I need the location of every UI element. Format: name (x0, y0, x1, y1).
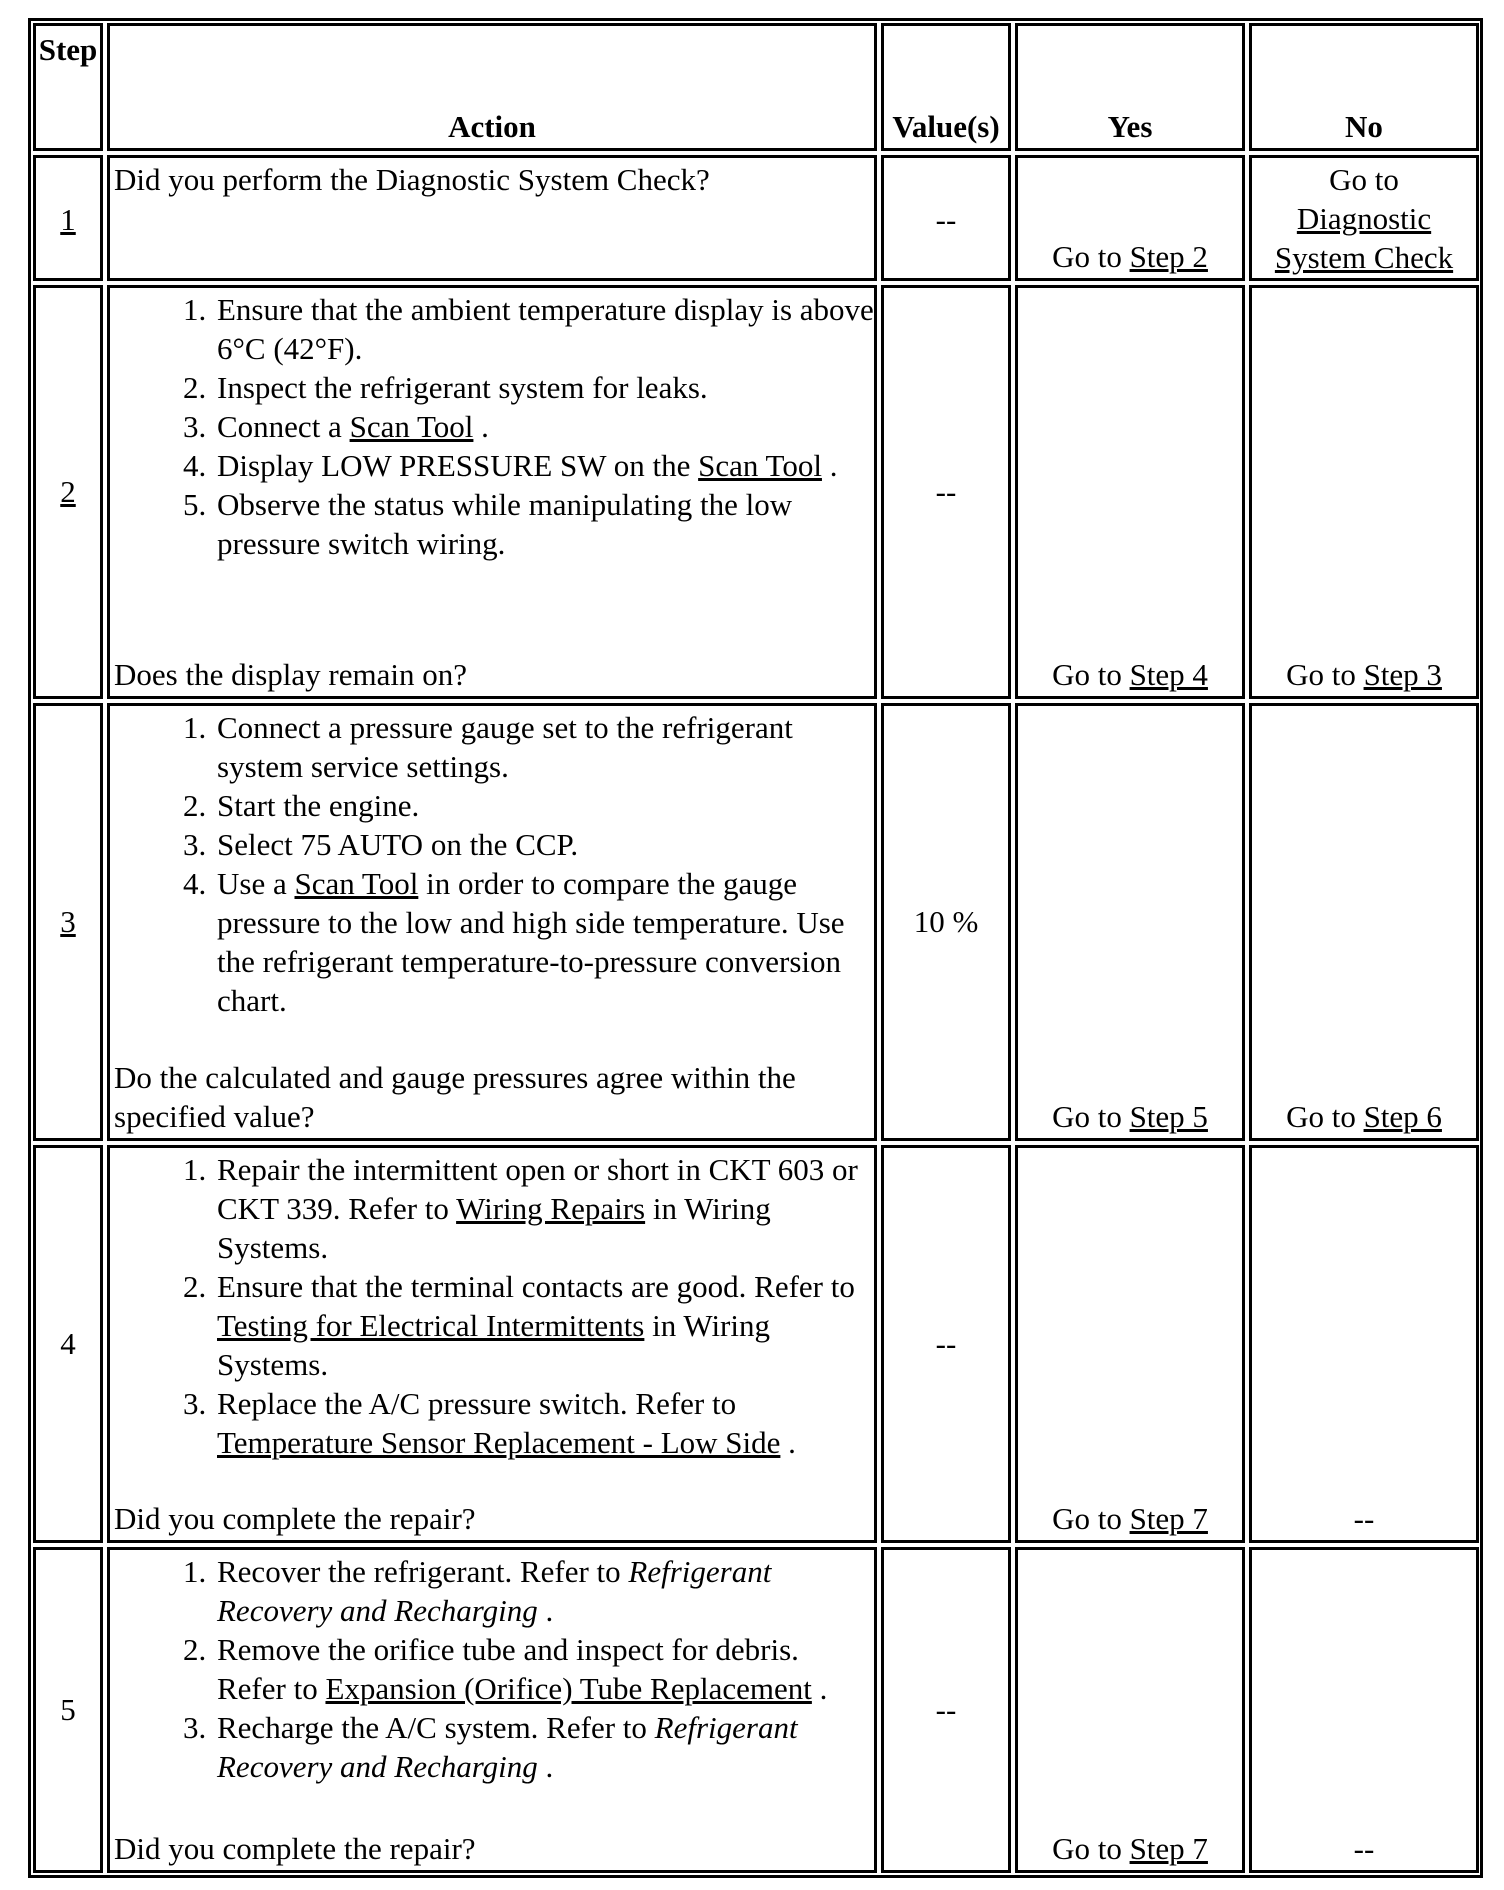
step-4-value-text: -- (935, 1326, 957, 1361)
goto-step-7-link[interactable]: Step 7 (1129, 1831, 1208, 1866)
step-2-no-goto: Go to Step 3 (1286, 657, 1442, 692)
expansion-tube-replacement-link[interactable]: Expansion (Orifice) Tube Replacement (325, 1671, 812, 1706)
diagnostic-table (28, 18, 1483, 1878)
step-2-cell (33, 285, 103, 699)
list-item: 1. Repair the intermittent open or short in CKT 603 or CKT 339. Refer to Wiring Repairs in Wiring Systems. (214, 1150, 874, 1267)
step-5-value (881, 1547, 1011, 1873)
step-3-no (1249, 703, 1479, 1141)
step-1-action (107, 155, 877, 281)
header-action-label: Action (448, 109, 536, 144)
list-item: 3. Connect a Scan Tool . (214, 407, 874, 446)
step-3-list (114, 708, 874, 1020)
step-5-action (107, 1547, 877, 1873)
step-4-action (107, 1145, 877, 1543)
step-3-link[interactable]: 3 (60, 904, 76, 939)
step-4-no (1249, 1145, 1479, 1543)
step-5-cell (33, 1547, 103, 1873)
step-2-value-text: -- (935, 474, 957, 509)
wiring-repairs-link[interactable]: Wiring Repairs (456, 1191, 646, 1226)
step-4-list (114, 1150, 874, 1462)
step-2-yes (1015, 285, 1245, 699)
step-3-cell (33, 703, 103, 1141)
header-no (1249, 23, 1479, 151)
goto-step-3-link[interactable]: Step 3 (1363, 657, 1442, 692)
step-5-yes-goto: Go to Step 7 (1052, 1831, 1208, 1866)
header-action (107, 23, 877, 151)
step-1-cell (33, 155, 103, 281)
goto-step-7-link[interactable]: Step 7 (1129, 1501, 1208, 1536)
header-step (33, 23, 103, 151)
goto-step-2-link[interactable]: Step 2 (1129, 239, 1208, 274)
step-3-yes (1015, 703, 1245, 1141)
step-2-list (114, 290, 874, 563)
step-2-link[interactable]: 2 (60, 474, 76, 509)
step-4-cell (33, 1145, 103, 1543)
list-item: 3. Select 75 AUTO on the CCP. (214, 825, 874, 864)
list-item: 3. Recharge the A/C system. Refer to Refrigerant Recovery and Recharging . (214, 1708, 874, 1786)
testing-electrical-intermittents-link[interactable]: Testing for Electrical Intermittents (217, 1308, 645, 1343)
step-4-no-text: -- (1353, 1501, 1375, 1536)
list-item: 1. Ensure that the ambient temperature display is above 6°C (42°F). (214, 290, 874, 368)
list-item: 3. Replace the A/C pressure switch. Refer to Temperature Sensor Replacement - Low Side . (214, 1384, 874, 1462)
header-values (881, 23, 1011, 151)
step-3-yes-goto: Go to Step 5 (1052, 1099, 1208, 1134)
list-item: 2. Inspect the refrigerant system for leaks. (214, 368, 874, 407)
step-4-question: Did you complete the repair? (114, 1501, 476, 1536)
step-1-no (1249, 155, 1479, 281)
step-1-value-text: -- (935, 202, 957, 237)
step-2-value (881, 285, 1011, 699)
scan-tool-link[interactable]: Scan Tool (294, 866, 419, 901)
step-2-action (107, 285, 877, 699)
step-3-no-goto: Go to Step 6 (1286, 1099, 1442, 1134)
list-item: 2. Remove the orifice tube and inspect for debris. Refer to Expansion (Orifice) Tube Replacement . (214, 1630, 874, 1708)
goto-step-4-link[interactable]: Step 4 (1129, 657, 1208, 692)
step-3-value-text: 10 % (913, 904, 979, 939)
header-values-label: Value(s) (892, 109, 1000, 144)
step-4-number: 4 (60, 1326, 76, 1361)
step-1-question: Did you perform the Diagnostic System Check? (114, 162, 710, 197)
header-yes-label: Yes (1107, 109, 1153, 144)
step-5-list (114, 1552, 874, 1786)
step-3-value (881, 703, 1011, 1141)
step-5-value-text: -- (935, 1692, 957, 1727)
step-5-question: Did you complete the repair? (114, 1831, 476, 1866)
step-4-yes-goto: Go to Step 7 (1052, 1501, 1208, 1536)
goto-step-5-link[interactable]: Step 5 (1129, 1099, 1208, 1134)
step-3-question: Do the calculated and gauge pressures agree within the specified value? (114, 1060, 796, 1134)
header-step-label: Step (38, 32, 98, 67)
step-1-link[interactable]: 1 (60, 202, 76, 237)
list-item: 2. Ensure that the terminal contacts are good. Refer to Testing for Electrical Intermittents in Wiring Systems. (214, 1267, 874, 1384)
diagnostic-system-check-link[interactable]: Diagnostic System Check (1274, 201, 1454, 275)
step-1-no-prefix: Go to (1329, 162, 1399, 197)
step-5-yes (1015, 1547, 1245, 1873)
list-item: 1. Connect a pressure gauge set to the refrigerant system service settings. (214, 708, 874, 786)
goto-step-6-link[interactable]: Step 6 (1363, 1099, 1442, 1134)
list-item: 5. Observe the status while manipulating the low pressure switch wiring. (214, 485, 874, 563)
scan-tool-link[interactable]: Scan Tool (698, 448, 822, 483)
step-4-yes (1015, 1145, 1245, 1543)
header-yes (1015, 23, 1245, 151)
step-5-no-text: -- (1353, 1831, 1375, 1866)
scan-tool-link[interactable]: Scan Tool (349, 409, 474, 444)
step-2-no (1249, 285, 1479, 699)
list-item: 2. Start the engine. (214, 786, 874, 825)
step-1-yes-goto: Go to Step 2 (1052, 239, 1208, 274)
step-2-question: Does the display remain on? (114, 657, 467, 692)
step-5-number: 5 (60, 1692, 76, 1727)
list-item: 1. Recover the refrigerant. Refer to Refrigerant Recovery and Recharging . (214, 1552, 874, 1630)
step-5-no (1249, 1547, 1479, 1873)
header-no-label: No (1345, 109, 1383, 144)
step-2-yes-goto: Go to Step 4 (1052, 657, 1208, 692)
list-item: 4. Display LOW PRESSURE SW on the Scan Tool . (214, 446, 874, 485)
step-1-yes (1015, 155, 1245, 281)
step-3-action (107, 703, 877, 1141)
step-4-value (881, 1145, 1011, 1543)
list-item: 4. Use a Scan Tool in order to compare the gauge pressure to the low and high side temperature. Use the refrigerant temperature-to-pressure conversion chart. (214, 864, 874, 1020)
step-1-value (881, 155, 1011, 281)
temperature-sensor-replacement-link[interactable]: Temperature Sensor Replacement - Low Side (217, 1425, 781, 1460)
